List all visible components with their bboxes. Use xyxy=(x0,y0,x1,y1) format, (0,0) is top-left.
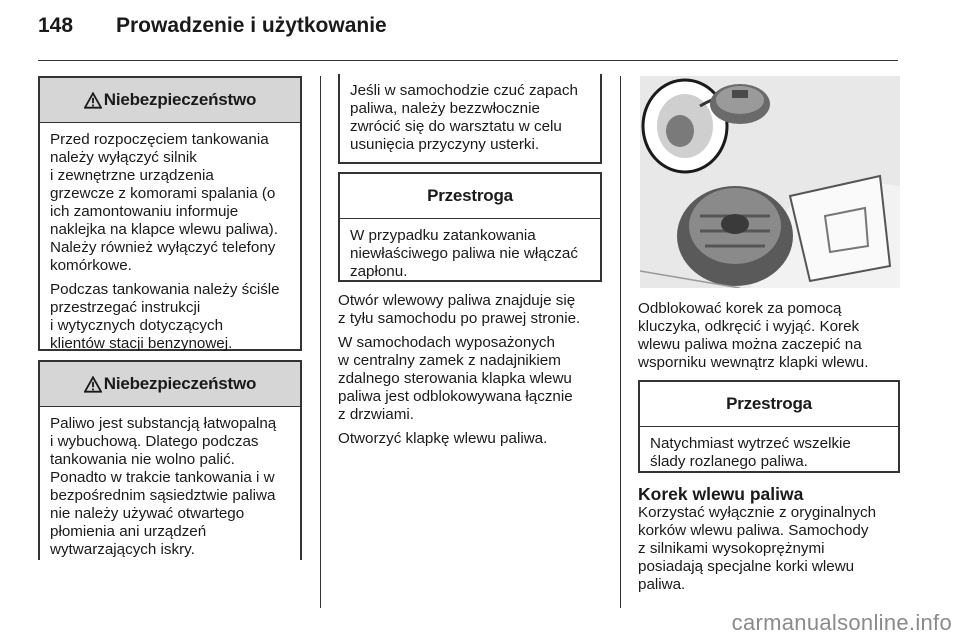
section-heading: Korek wlewu paliwa xyxy=(638,484,804,504)
watermark: carmanualsonline.info xyxy=(731,610,952,635)
caution-box-1-title: Przestroga xyxy=(427,186,513,205)
text-line: W przypadku zatankowania xyxy=(350,227,536,244)
text-line: należy wyłączyć silnik xyxy=(50,149,197,166)
text-line: i wytycznych dotyczących xyxy=(50,317,224,334)
caution-box-2-header xyxy=(640,382,898,427)
text-line: Przed rozpoczęciem tankowania xyxy=(50,131,269,148)
text-line: z tyłu samochodu po prawej stronie. xyxy=(338,310,581,327)
paragraph-original-caps xyxy=(638,504,908,594)
warning-triangle-icon xyxy=(84,376,102,393)
text-line: korków wlewu paliwa. Samochody xyxy=(638,522,869,539)
text-line: klientów stacji benzynowej. xyxy=(50,335,233,352)
text-line: paliwa. xyxy=(638,576,686,593)
warning-box-continued-body xyxy=(340,74,600,160)
caution-box-2 xyxy=(638,380,900,473)
paragraph-central-lock xyxy=(338,334,608,424)
column-2-text xyxy=(338,292,608,454)
text-line: w centralny zamek z nadajnikiem xyxy=(338,352,561,369)
text-line: bezpośrednim sąsiedztwie paliwa xyxy=(50,487,276,504)
caution-box-1-header xyxy=(340,174,600,219)
paragraph-open-flap xyxy=(338,430,608,448)
text-line: Otworzyć klapkę wlewu paliwa. xyxy=(338,430,548,447)
caution-box-1-body xyxy=(340,219,600,287)
column-divider-2 xyxy=(620,76,621,608)
warning-box-2 xyxy=(38,360,302,560)
text-line: przestrzegać instrukcji xyxy=(50,299,201,316)
continued-paragraph xyxy=(350,82,592,154)
caution-2-paragraph xyxy=(650,435,890,471)
text-line: zdalnego sterowania klapka wlewu xyxy=(338,370,572,387)
text-line: posiadają specjalne korki wlewu xyxy=(638,558,855,575)
text-line: paliwa jest odblokowywana łącznie xyxy=(338,388,573,405)
warning-box-continued xyxy=(338,74,602,164)
text-line: płomienia ani urządzeń xyxy=(50,523,207,540)
text-line: Otwór wlewowy paliwa znajduje się xyxy=(338,292,576,309)
text-line: paliwa, należy bezzwłocznie xyxy=(350,100,540,117)
warning-2-paragraph xyxy=(50,415,292,559)
header-rule xyxy=(38,60,898,61)
text-line: ich zamontowaniu informuje xyxy=(50,203,239,220)
text-line: niewłaściwego paliwa nie włączać xyxy=(350,245,578,262)
fuel-filler-illustration xyxy=(640,76,900,288)
text-line: W samochodach wyposażonych xyxy=(338,334,555,351)
page-number: 148 xyxy=(38,14,74,37)
warning-triangle-icon xyxy=(84,92,102,109)
text-line: i zewnętrzne urządzenia xyxy=(50,167,214,184)
column-3-text-top xyxy=(638,300,908,378)
warning-box-1-title: Niebezpieczeństwo xyxy=(103,90,257,109)
text-line: z drzwiami. xyxy=(338,406,414,423)
text-line: komórkowe. xyxy=(50,257,132,274)
text-line: Jeśli w samochodzie czuć zapach xyxy=(350,82,578,99)
text-line: naklejka na klapce wlewu paliwa). xyxy=(50,221,278,238)
text-line: wytwarzających iskry. xyxy=(50,541,195,558)
text-line: Podczas tankowania należy ściśle xyxy=(50,281,280,298)
text-line: usunięcia przyczyny usterki. xyxy=(350,136,540,153)
column-3-text-bottom xyxy=(638,484,908,600)
warning-1-paragraph-2 xyxy=(50,281,292,353)
text-line: wlewu paliwa można zaczepić na xyxy=(638,336,862,353)
text-line: grzewcze z komorami spalania (o xyxy=(50,185,276,202)
text-line: wsporniku wewnątrz klapki wlewu. xyxy=(638,354,869,371)
warning-box-1 xyxy=(38,76,302,351)
warning-box-1-body xyxy=(40,123,300,359)
text-line: Paliwo jest substancją łatwopalną xyxy=(50,415,277,432)
warning-box-2-title: Niebezpieczeństwo xyxy=(103,374,257,393)
paragraph-filler-location xyxy=(338,292,608,328)
warning-box-2-header xyxy=(40,362,300,407)
text-line: i wybuchową. Dlatego podczas xyxy=(50,433,259,450)
text-line: tankowania nie wolno palić. xyxy=(50,451,235,468)
caution-box-2-body xyxy=(640,427,898,477)
warning-box-2-body xyxy=(40,407,300,565)
page-title: Prowadzenie i użytkowanie xyxy=(116,14,387,37)
warning-box-1-header xyxy=(40,78,300,123)
text-line: Korzystać wyłącznie z oryginalnych xyxy=(638,504,877,521)
text-line: Natychmiast wytrzeć wszelkie xyxy=(650,435,851,452)
text-line: Odblokować korek za pomocą xyxy=(638,300,842,317)
caution-box-2-title: Przestroga xyxy=(726,394,812,413)
caution-1-paragraph xyxy=(350,227,592,281)
paragraph-unlock-cap xyxy=(638,300,908,372)
text-line: nie należy używać otwartego xyxy=(50,505,245,522)
text-line: ślady rozlanego paliwa. xyxy=(650,453,808,470)
text-line: zwrócić się do warsztatu w celu xyxy=(350,118,562,135)
text-line: z silnikami wysokoprężnymi xyxy=(638,540,825,557)
fuel-filler-drawing xyxy=(640,76,900,288)
text-line: Należy również wyłączyć telefony xyxy=(50,239,276,256)
caution-box-1 xyxy=(338,172,602,282)
warning-1-paragraph-1 xyxy=(50,131,292,275)
text-line: zapłonu. xyxy=(350,263,408,280)
text-line: Ponadto w trakcie tankowania i w xyxy=(50,469,275,486)
column-divider-1 xyxy=(320,76,321,608)
text-line: kluczyka, odkręcić i wyjąć. Korek xyxy=(638,318,860,335)
